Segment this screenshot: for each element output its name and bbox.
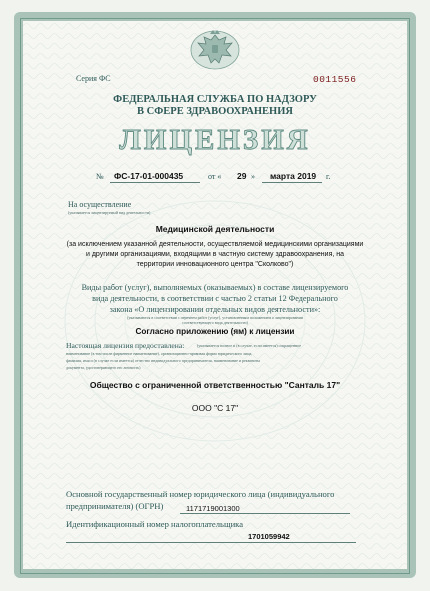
ogrn-underline — [180, 513, 350, 514]
agency-line-2: В СФЕРЕ ЗДРАВООХРАНЕНИЯ — [137, 106, 293, 117]
agency-line-1: ФЕДЕРАЛЬНАЯ СЛУЖБА ПО НАДЗОРУ — [113, 94, 317, 105]
ogrn-label-line-1: Основной государственный номер юридического лица (индивидуального — [66, 489, 335, 499]
number-underline — [110, 182, 200, 183]
license-number: ФС-17-01-000435 — [114, 171, 184, 181]
series-label: Серия ФС — [76, 74, 111, 83]
granted-hint-2: наименование (в том числе фирменное наименование), организационно-правовая форма юридического лица, — [66, 351, 253, 356]
works-line-3: закона «О лицензировании отдельных видов деятельности»: — [109, 305, 321, 314]
year-suffix: г. — [326, 172, 331, 181]
granted-hint-3: фамилия, имя и (в случае если имеется) отчество индивидуального предпринимателя, наименование и реквизиты — [66, 358, 260, 363]
org-short-name: ООО "С 17" — [191, 403, 239, 413]
license-title-text: ЛИЦЕНЗИЯ — [119, 124, 311, 156]
double-headed-eagle-emblem — [188, 26, 242, 72]
date-underline — [262, 182, 322, 183]
inn-value: 1701059942 — [248, 532, 290, 541]
date-month-year: марта 2019 — [270, 171, 317, 181]
works-hint-2: соответствующего вида деятельности) — [182, 320, 248, 325]
date-from-label: от « — [208, 172, 222, 181]
granted-hint-4: документа, удостоверяющего его личность) — [66, 365, 141, 370]
license-title — [95, 120, 335, 158]
ogrn-value: 1171719001300 — [186, 504, 240, 513]
activity-label: На осуществление — [68, 200, 132, 209]
works-line-1: Виды работ (услуг), выполняемых (оказываемых) в составе лицензируемого — [81, 283, 349, 292]
date-mid: » — [251, 172, 255, 181]
activity-hint: (указывается лицензируемый вид деятельности) — [68, 210, 151, 215]
exclusion-line-1: (за исключением указанной деятельности, осуществляемой медицинскими организациями — [66, 241, 364, 248]
works-line-2: вида деятельности, в соответствии с частью 2 статьи 12 Федерального — [92, 294, 338, 303]
inn-underline — [66, 542, 356, 543]
activity-value: Медицинской деятельности — [155, 224, 275, 234]
exclusion-line-3: территории инновационного центра "Сколково") — [136, 261, 294, 268]
inn-label: Идентификационный номер налогоплательщика — [66, 519, 244, 529]
number-prefix: № — [96, 172, 104, 181]
serial-number: 0011556 — [313, 74, 357, 85]
granted-hint-1: (указывается полное и (в случае, если имеется) сокращенное — [197, 343, 302, 348]
ogrn-label-line-2: предпринимателя) (ОГРН) — [66, 501, 164, 511]
date-day: 29 — [237, 171, 247, 181]
exclusion-line-2: и другими организациями, входящими в частную систему здравоохранения, на — [85, 251, 345, 258]
org-full-name: Общество с ограниченной ответственностью "Санталь 17" — [89, 380, 341, 390]
works-hint-1: (указываются в соответствии с перечнем работ (услуг), установленным положением о лицензировании — [127, 315, 303, 320]
appendix-value: Согласно приложению (ям) к лицензии — [135, 327, 295, 336]
granted-label: Настоящая лицензия предоставлена: — [66, 341, 185, 350]
